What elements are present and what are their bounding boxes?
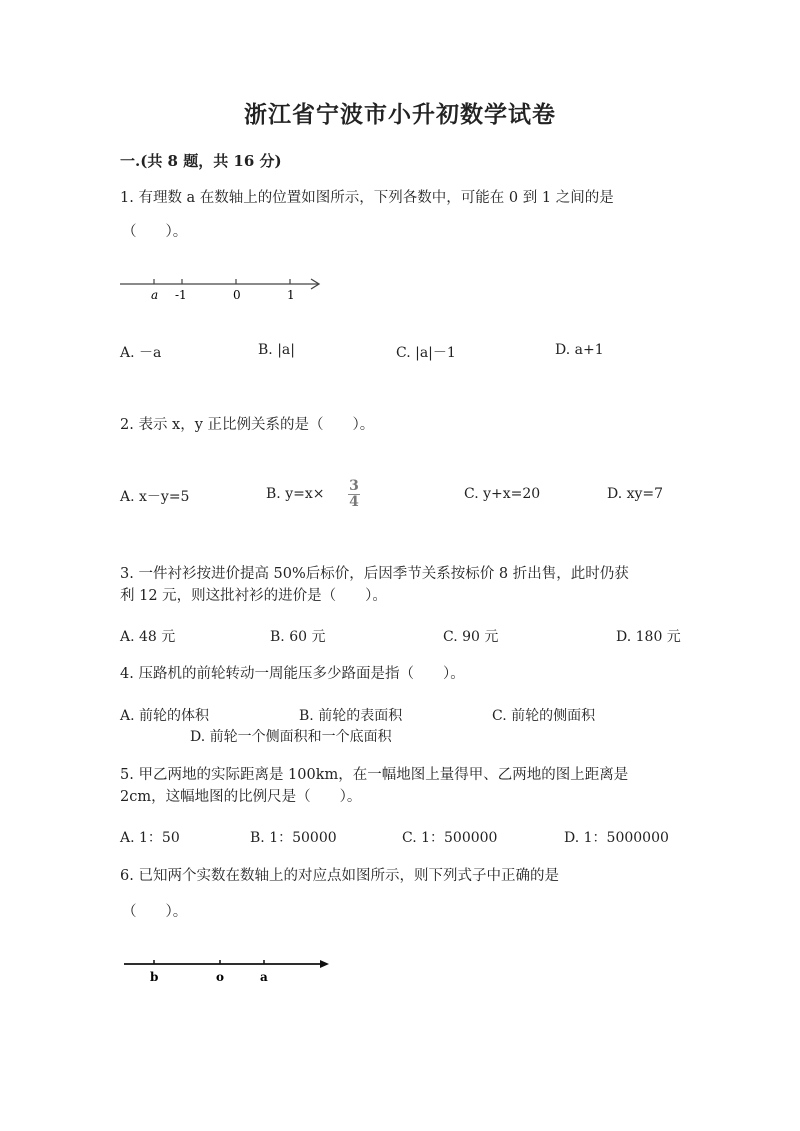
section-heading: 一.(共 8 题，共 16 分) <box>120 152 282 170</box>
fraction-three-quarters <box>346 479 362 510</box>
axis-label-a: a <box>151 288 159 302</box>
number-line-figure-1 <box>118 272 328 306</box>
question-3-option-d[interactable]: D. 180 元 <box>616 629 681 645</box>
axis-label-1: 1 <box>287 288 295 302</box>
question-1-option-d[interactable]: D. a+1 <box>555 342 604 358</box>
question-2-option-d[interactable]: D. xy=7 <box>607 486 664 502</box>
question-4-option-b[interactable]: B. 前轮的表面积 <box>299 708 403 724</box>
page-title: 浙江省宁波市小升初数学试卷 <box>244 101 556 128</box>
question-4-option-c[interactable]: C. 前轮的侧面积 <box>492 708 596 724</box>
question-5-option-d[interactable]: D. 1：5000000 <box>564 830 669 846</box>
question-6-blank: （ ）。 <box>122 904 188 920</box>
axis-label-0: 0 <box>233 288 241 302</box>
question-5-option-b[interactable]: B. 1：50000 <box>250 830 337 846</box>
number-line-figure-6 <box>122 954 334 986</box>
axis-label-b: b <box>150 970 159 984</box>
question-5-option-c[interactable]: C. 1：500000 <box>402 830 498 846</box>
question-1-option-a[interactable]: A. －a <box>120 345 162 361</box>
question-1-option-b[interactable]: B. |a| <box>258 342 295 358</box>
question-2-stem: 2. 表示 x，y 正比例关系的是（ ）。 <box>120 417 375 433</box>
question-6-stem: 6. 已知两个实数在数轴上的对应点如图所示，则下列式子中正确的是 <box>120 868 559 884</box>
question-5-stem: 5. 甲乙两地的实际距离是 100km，在一幅地图上量得甲、乙两地的图上距离是 <box>120 767 629 783</box>
question-4-stem: 4. 压路机的前轮转动一周能压多少路面是指（ ）。 <box>120 666 465 682</box>
question-5-option-a[interactable]: A. 1：50 <box>120 830 180 846</box>
question-1-option-c[interactable]: C. |a|－1 <box>396 345 456 361</box>
question-2-option-a[interactable]: A. x－y=5 <box>120 489 190 505</box>
question-4-option-d[interactable]: D. 前轮一个侧面积和一个底面积 <box>190 729 392 745</box>
question-3-stem-line2: 利 12 元，则这批衬衫的进价是（ ）。 <box>120 588 387 604</box>
question-2-option-c[interactable]: C. y+x=20 <box>464 486 541 502</box>
question-1-stem: 1. 有理数 a 在数轴上的位置如图所示，下列各数中，可能在 0 到 1 之间的是 <box>120 190 614 206</box>
axis-label-a: a <box>260 970 268 984</box>
axis-label-neg1: -1 <box>175 288 187 302</box>
question-5-stem-line2: 2cm，这幅地图的比例尺是（ ）。 <box>120 789 362 805</box>
question-3-stem: 3. 一件衬衫按进价提高 50%后标价，后因季节关系按标价 8 折出售，此时仍获 <box>120 566 629 582</box>
question-1-blank: （ ）。 <box>122 224 188 240</box>
fraction-numerator: 3 <box>349 478 359 494</box>
question-3-option-a[interactable]: A. 48 元 <box>120 629 176 645</box>
fraction-denominator: 4 <box>349 494 359 510</box>
arrow-head-icon <box>320 960 329 968</box>
question-4-option-a[interactable]: A. 前轮的体积 <box>120 708 210 724</box>
question-2-option-b[interactable]: B. y=x× <box>266 486 325 502</box>
question-3-option-c[interactable]: C. 90 元 <box>443 629 499 645</box>
axis-label-o: o <box>216 970 225 984</box>
question-3-option-b[interactable]: B. 60 元 <box>270 629 326 645</box>
